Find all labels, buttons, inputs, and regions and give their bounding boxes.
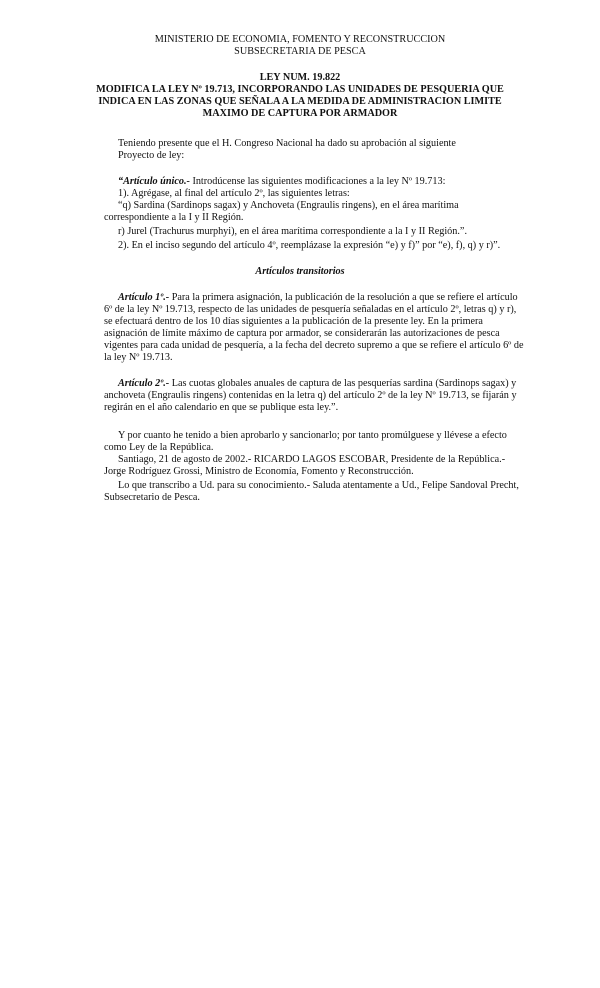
closing-line: como Ley de la República.	[104, 442, 214, 453]
articulo-1-line: 6º de la ley Nº 19.713, respecto de las unidades de pesquería señaladas en el artículo 2º, letras q) y r),	[104, 304, 517, 315]
law-title-line: MODIFICA LA LEY Nº 19.713, INCORPORANDO LAS UNIDADES DE PESQUERIA QUE	[96, 84, 504, 95]
closing-line: Subsecretario de Pesca.	[104, 492, 200, 503]
articulo-unico-label: “Artículo único.-	[118, 176, 190, 187]
transitorios-heading: Artículos transitorios	[255, 266, 345, 277]
articulo-1-line: asignación de límite máximo de captura por armador, se considerarán las autorizaciones de pesca	[104, 328, 500, 339]
undersecretariat-heading: SUBSECRETARIA DE PESCA	[234, 46, 366, 57]
articulo-2-line: anchoveta (Engraulis ringens) contenidas en la letra q) del artículo 2º de la ley Nº 19.713, se fijarán y	[104, 390, 517, 401]
articulo-1-line: la ley Nº 19.713.	[104, 352, 173, 363]
articulo-unico-line: r) Jurel (Trachurus murphyi), en el área marítima correspondiente a la I y II Región.”.	[118, 226, 467, 237]
articulo-1-label: Artículo 1º.-	[118, 292, 170, 303]
articulo-2-intro	[118, 378, 544, 390]
articulo-unico-line: correspondiente a la I y II Región.	[104, 212, 244, 223]
preamble-line: Teniendo presente que el H. Congreso Nacional ha dado su aprobación al siguiente	[118, 138, 456, 149]
law-title-line: INDICA EN LAS ZONAS QUE SEÑALA A LA MEDIDA DE ADMINISTRACION LIMITE	[98, 96, 502, 107]
articulo-1-line: se efectuará dentro de los 10 días siguientes a la publicación de la presente ley. En la primera	[104, 316, 483, 327]
articulo-1-text: Para la primera asignación, la publicación de la resolución a que se refiere el artículo	[169, 292, 518, 303]
articulo-1-intro	[118, 292, 544, 304]
law-title-line: MAXIMO DE CAPTURA POR ARMADOR	[202, 108, 398, 119]
articulo-2-line: regirán en el año calendario en que se publique esta ley.”.	[104, 402, 339, 413]
ministry-heading: MINISTERIO DE ECONOMIA, FOMENTO Y RECONSTRUCCION	[154, 34, 446, 45]
articulo-2-text: Las cuotas globales anuales de captura de las pesquerías sardina (Sardinops sagax) y	[169, 378, 517, 389]
law-number: LEY NUM. 19.822	[259, 72, 341, 83]
signature-line: Jorge Rodríguez Grossi, Ministro de Economía, Fomento y Reconstrucción.	[104, 466, 414, 477]
preamble-line: Proyecto de ley:	[118, 150, 185, 161]
signature-line: Santiago, 21 de agosto de 2002.- RICARDO LAGOS ESCOBAR, Presidente de la República.-	[118, 454, 506, 465]
articulo-2-label: Artículo 2º.-	[118, 378, 170, 389]
closing-line: Y por cuanto he tenido a bien aprobarlo y sancionarlo; por tanto promúlguese y llévese a efecto	[118, 430, 507, 441]
articulo-unico-line: 1). Agrégase, al final del artículo 2º, las siguientes letras:	[118, 188, 350, 199]
articulo-unico-text: Introdúcense las siguientes modificaciones a la ley Nº 19.713:	[189, 176, 446, 187]
closing-line: Lo que transcribo a Ud. para su conocimiento.- Saluda atentamente a Ud., Felipe Sandoval Precht,	[118, 480, 519, 491]
articulo-1-line: vigentes para cada unidad de pesquería, a la fecha del decreto supremo a que se refiere el artículo 6º de	[104, 340, 524, 351]
articulo-unico-line: “q) Sardina (Sardinops sagax) y Anchoveta (Engraulis ringens), en el área marítima	[118, 200, 459, 211]
articulo-unico-intro	[118, 176, 544, 188]
articulo-unico-line: 2). En el inciso segundo del artículo 4º, reemplázase la expresión “e) y f)” por “e), f), q) y r)”.	[118, 240, 501, 251]
